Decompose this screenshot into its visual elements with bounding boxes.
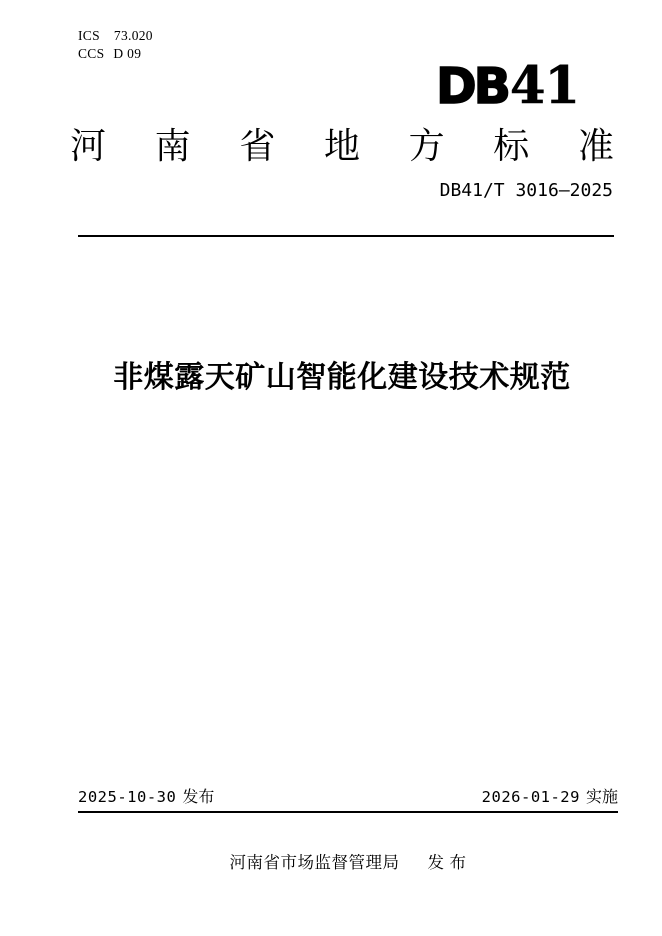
db41-logo: [436, 56, 580, 116]
standard-number: DB41/T 3016—2025: [439, 180, 613, 201]
document-title: 非煤露天矿山智能化建设技术规范: [113, 361, 571, 394]
bottom-divider-line: [78, 811, 618, 813]
ccs-code-row: [78, 45, 153, 63]
ics-code-row: [78, 27, 153, 45]
publisher-name: 河南省市场监督管理局: [229, 854, 400, 872]
top-divider-line: [78, 235, 614, 237]
implement-date: 2026-01-29: [481, 788, 580, 806]
implement-date-label: 实施: [585, 789, 618, 806]
ccs-label: CCS: [78, 46, 105, 61]
classification-codes: [78, 27, 153, 63]
db41-logo-number-part: 41: [510, 56, 580, 116]
issue-date: 2025-10-30: [78, 788, 177, 806]
issue-date-group: [78, 789, 214, 807]
publisher-line: [78, 854, 618, 874]
ccs-value: D 09: [113, 46, 142, 61]
standard-type-heading: 河 南 省 地 方 标 准: [70, 125, 614, 166]
db41-logo-db-part: DB: [436, 58, 509, 115]
issue-date-label: 发布: [182, 789, 215, 806]
implement-date-group: [482, 789, 618, 807]
ics-label: ICS: [78, 28, 100, 43]
publish-action-label: 发 布: [427, 854, 467, 872]
ics-value: 73.020: [113, 28, 153, 43]
footer-dates-row: [78, 789, 618, 807]
